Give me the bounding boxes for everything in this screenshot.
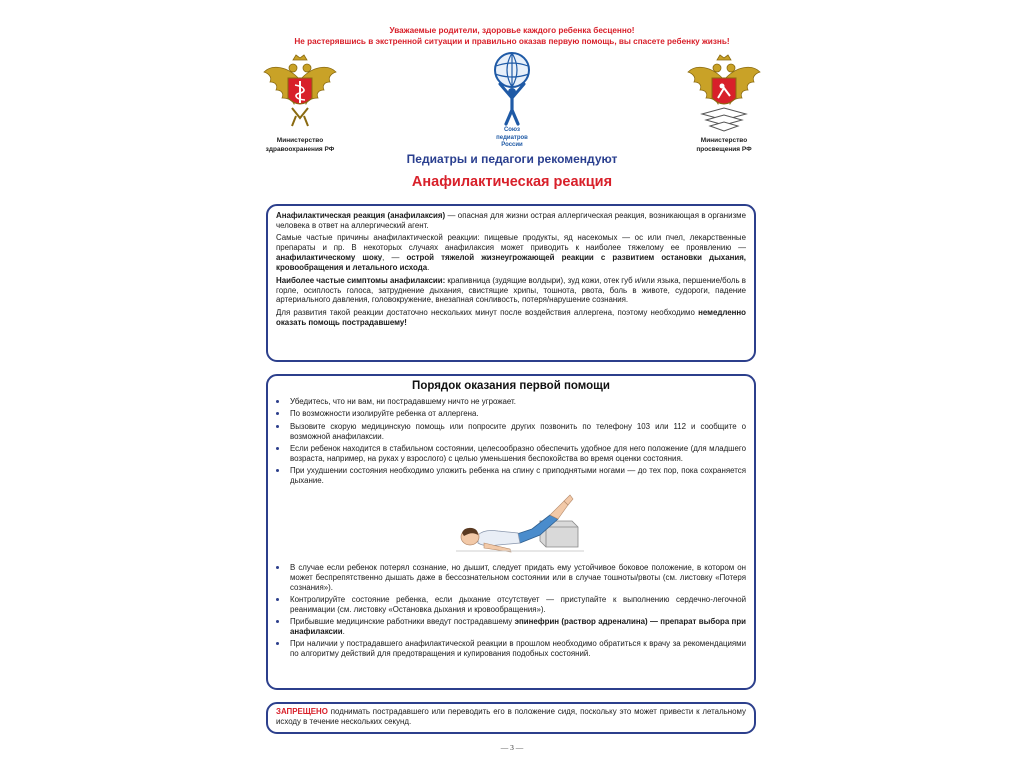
causes-dash: , —: [382, 253, 407, 263]
first-aid-heading: Порядок оказания первой помощи: [412, 380, 610, 392]
header-line-2: Не растерявшись в экстренной ситуации и правильно оказав первую помощь, вы спасете ребенку жизнь!: [294, 37, 730, 46]
shock-term: анафилактическому шоку: [276, 253, 383, 263]
list-item: • При наличии у пострадавшего анафилактической реакции в прошлом необходимо обратиться к врачу за рекомендациями по алгоритму действий для предотвращения и купирования подобных состояний.: [288, 639, 746, 659]
first-aid-box: [266, 374, 756, 690]
list-item: • Вызовите скорую медицинскую помощь или попросите других позвонить по телефону 103 или 112 и сообщите о возможной анафилаксии.: [288, 422, 746, 442]
list-item: • Убедитесь, что ни вам, ни пострадавшему ничто не угрожает.: [288, 397, 746, 407]
pediatricians-union-label: [487, 127, 537, 150]
warning-paragraph: [276, 707, 746, 727]
causes-end: .: [427, 263, 430, 273]
ministry-health-emblem-icon: [262, 52, 338, 132]
list-item: • При ухудшении состояния необходимо уложить ребенка на спину с приподнятыми ногами — до тех пор, пока сохраняется дыхание.: [288, 466, 746, 486]
page-number: — 3 —: [500, 743, 524, 752]
definition-paragraph: [276, 211, 746, 231]
ministry-education-emblem-icon: [686, 52, 762, 134]
list-item: • Если ребенок находится в стабильном состоянии, целесообразно обеспечить удобное для него положение (для младшего возраста, например, на руках у взрослого) с целью уменьшения беспокойства во время оценки состояния.: [288, 444, 746, 464]
symptoms-heading: Наиболее частые симптомы анафилаксии:: [276, 275, 446, 285]
warning-keyword: ЗАПРЕЩЕНО: [276, 707, 328, 716]
causes-paragraph: [276, 233, 746, 273]
warning-text: поднимать пострадавшего или переводить его в положение сидя, поскольку это может привести к летальному исходу в течение нескольких секунд.: [276, 707, 746, 726]
epinephrine-text: Прибывшие медицинские работники введут пострадавшему: [290, 617, 515, 627]
first-aid-list-top: [276, 397, 746, 486]
definition-box: [266, 204, 756, 362]
page-title: Анафилактическая реакция: [411, 174, 613, 190]
list-item: • Контролируйте состояние ребенка, если дыхание отсутствует — приступайте к выполнению сердечно-легочной реанимации (см. листовку «Остановка дыхания и кровообращения»).: [288, 595, 746, 615]
urgency-text: Для развития такой реакции достаточно нескольких минут после воздействия аллергена, поэтому необходимо: [276, 307, 699, 317]
shock-description: острой тяжелой жизнеугрожающей реакции с развитием остановки дыхания, кровообращения и летального исхода: [276, 253, 746, 273]
definition-text: — опасная для жизни острая аллергическая реакция, возникающая в организме человека в ответ на аллергический агент.: [276, 211, 746, 230]
pediatricians-union-logo-icon: [490, 50, 534, 126]
first-aid-list-bottom: [276, 563, 746, 659]
header-line-1: Уважаемые родители, здоровье каждого ребенка бесценно!: [389, 26, 635, 35]
symptoms-paragraph: [276, 276, 746, 306]
symptoms-text: крапивница (зудящие волдыри), зуд кожи, отек губ и/или языка, першение/боль в горле, осиплость голоса, затруднение дыхания, свистящие хрипы, тошнота, рвота, боль в животе, судороги, падение артериального давления, головокружение, внезапная сонливость, потеря/нарушение сознания.: [276, 275, 747, 305]
list-item-epinephrine: [288, 617, 746, 637]
union-line-1: Союз: [503, 127, 521, 133]
union-line-3: России: [501, 142, 523, 148]
child-lying-legs-raised-illustration-icon: [454, 491, 594, 555]
urgency-emphasis: немедленно оказать помощь пострадавшему!: [276, 307, 746, 327]
warning-box: [266, 702, 756, 734]
recommend-subtitle: Педиатры и педагоги рекомендуют: [406, 152, 618, 166]
ministry-health-line-1: Министерство: [276, 137, 324, 144]
epinephrine-end: .: [342, 627, 345, 637]
legs-raised-figure: [276, 491, 750, 555]
union-line-2: педиатров: [496, 134, 528, 141]
list-item: • По возможности изолируйте ребенка от аллергена.: [288, 409, 746, 419]
ministry-health-line-2: здравоохранения РФ: [265, 145, 335, 153]
ministry-education-line-1: Министерство: [700, 137, 748, 144]
urgency-paragraph: [276, 308, 746, 328]
epinephrine-emphasis: эпинефрин (раствор адреналина) — препарат выбора при анафилаксии: [290, 617, 746, 637]
causes-text: Самые частые причины анафилактической реакции: пищевые продукты, яд насекомых — ос или пчел, лекарственные препараты и пр. В некоторых случаях анафилаксия может приводить к наиболее тяжелому ее проявлению —: [276, 233, 746, 253]
definition-term: Анафилактическая реакция (анафилаксия): [276, 211, 446, 220]
list-item: • В случае если ребенок потерял сознание, но дышит, следует придать ему устойчивое боковое положение, в котором он может беспрепятственно дышать даже в бессознательном состоянии или в случае тошноты/рвоты (см. листовку «Потеря сознания»).: [288, 563, 746, 593]
ministry-education-line-2: просвещения РФ: [696, 145, 752, 153]
